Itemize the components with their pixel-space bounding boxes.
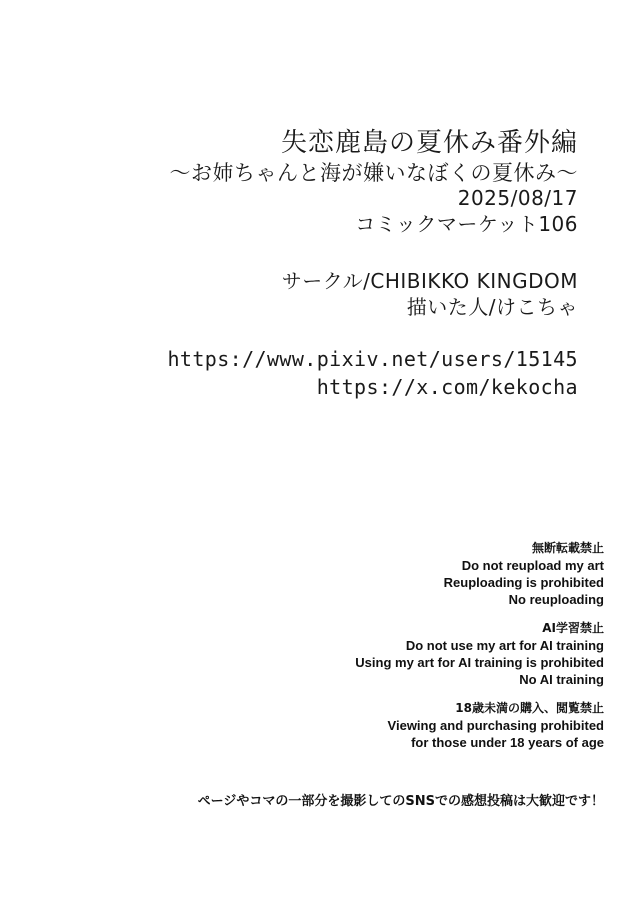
notice-heading: 18歳未満の購入、閲覧禁止 [455,701,604,715]
circle-name: サークル/CHIBIKKO KINGDOM [281,269,578,294]
publication-date: 2025/08/17 [457,186,578,211]
notice-line: Do not use my art for AI training [405,638,604,653]
notice-line: Using my art for AI training is prohibited [355,655,604,670]
notice-age-restriction [184,700,604,751]
notice-line: Do not reupload my art [461,558,604,573]
notice-line: No reuploading [508,592,604,607]
notice-no-ai-training [184,620,604,688]
notice-line: No AI training [519,672,604,687]
book-subtitle: 〜お姉ちゃんと海が嫌いなぼくの夏休み〜 [169,161,578,186]
event-name: コミックマーケット106 [355,212,578,237]
notice-heading: AI学習禁止 [542,621,604,635]
author-name: 描いた人/けこちゃ [406,295,578,320]
book-title: 失恋鹿島の夏休み番外編 [280,128,578,158]
notice-line: for those under 18 years of age [411,735,604,750]
notice-no-reupload [184,540,604,608]
sns-note: ページやコマの一部分を撮影してのSNSでの感想投稿は大歓迎です！ [197,794,604,809]
pixiv-link[interactable]: https://www.pixiv.net/users/15145 [167,347,578,372]
notice-heading: 無断転載禁止 [531,541,604,555]
notices-block [184,540,604,763]
notice-line: Reuploading is prohibited [443,575,604,590]
notice-line: Viewing and purchasing prohibited [387,718,604,733]
x-link[interactable]: https://x.com/kekocha [316,375,578,400]
colophon-block [18,128,578,399]
